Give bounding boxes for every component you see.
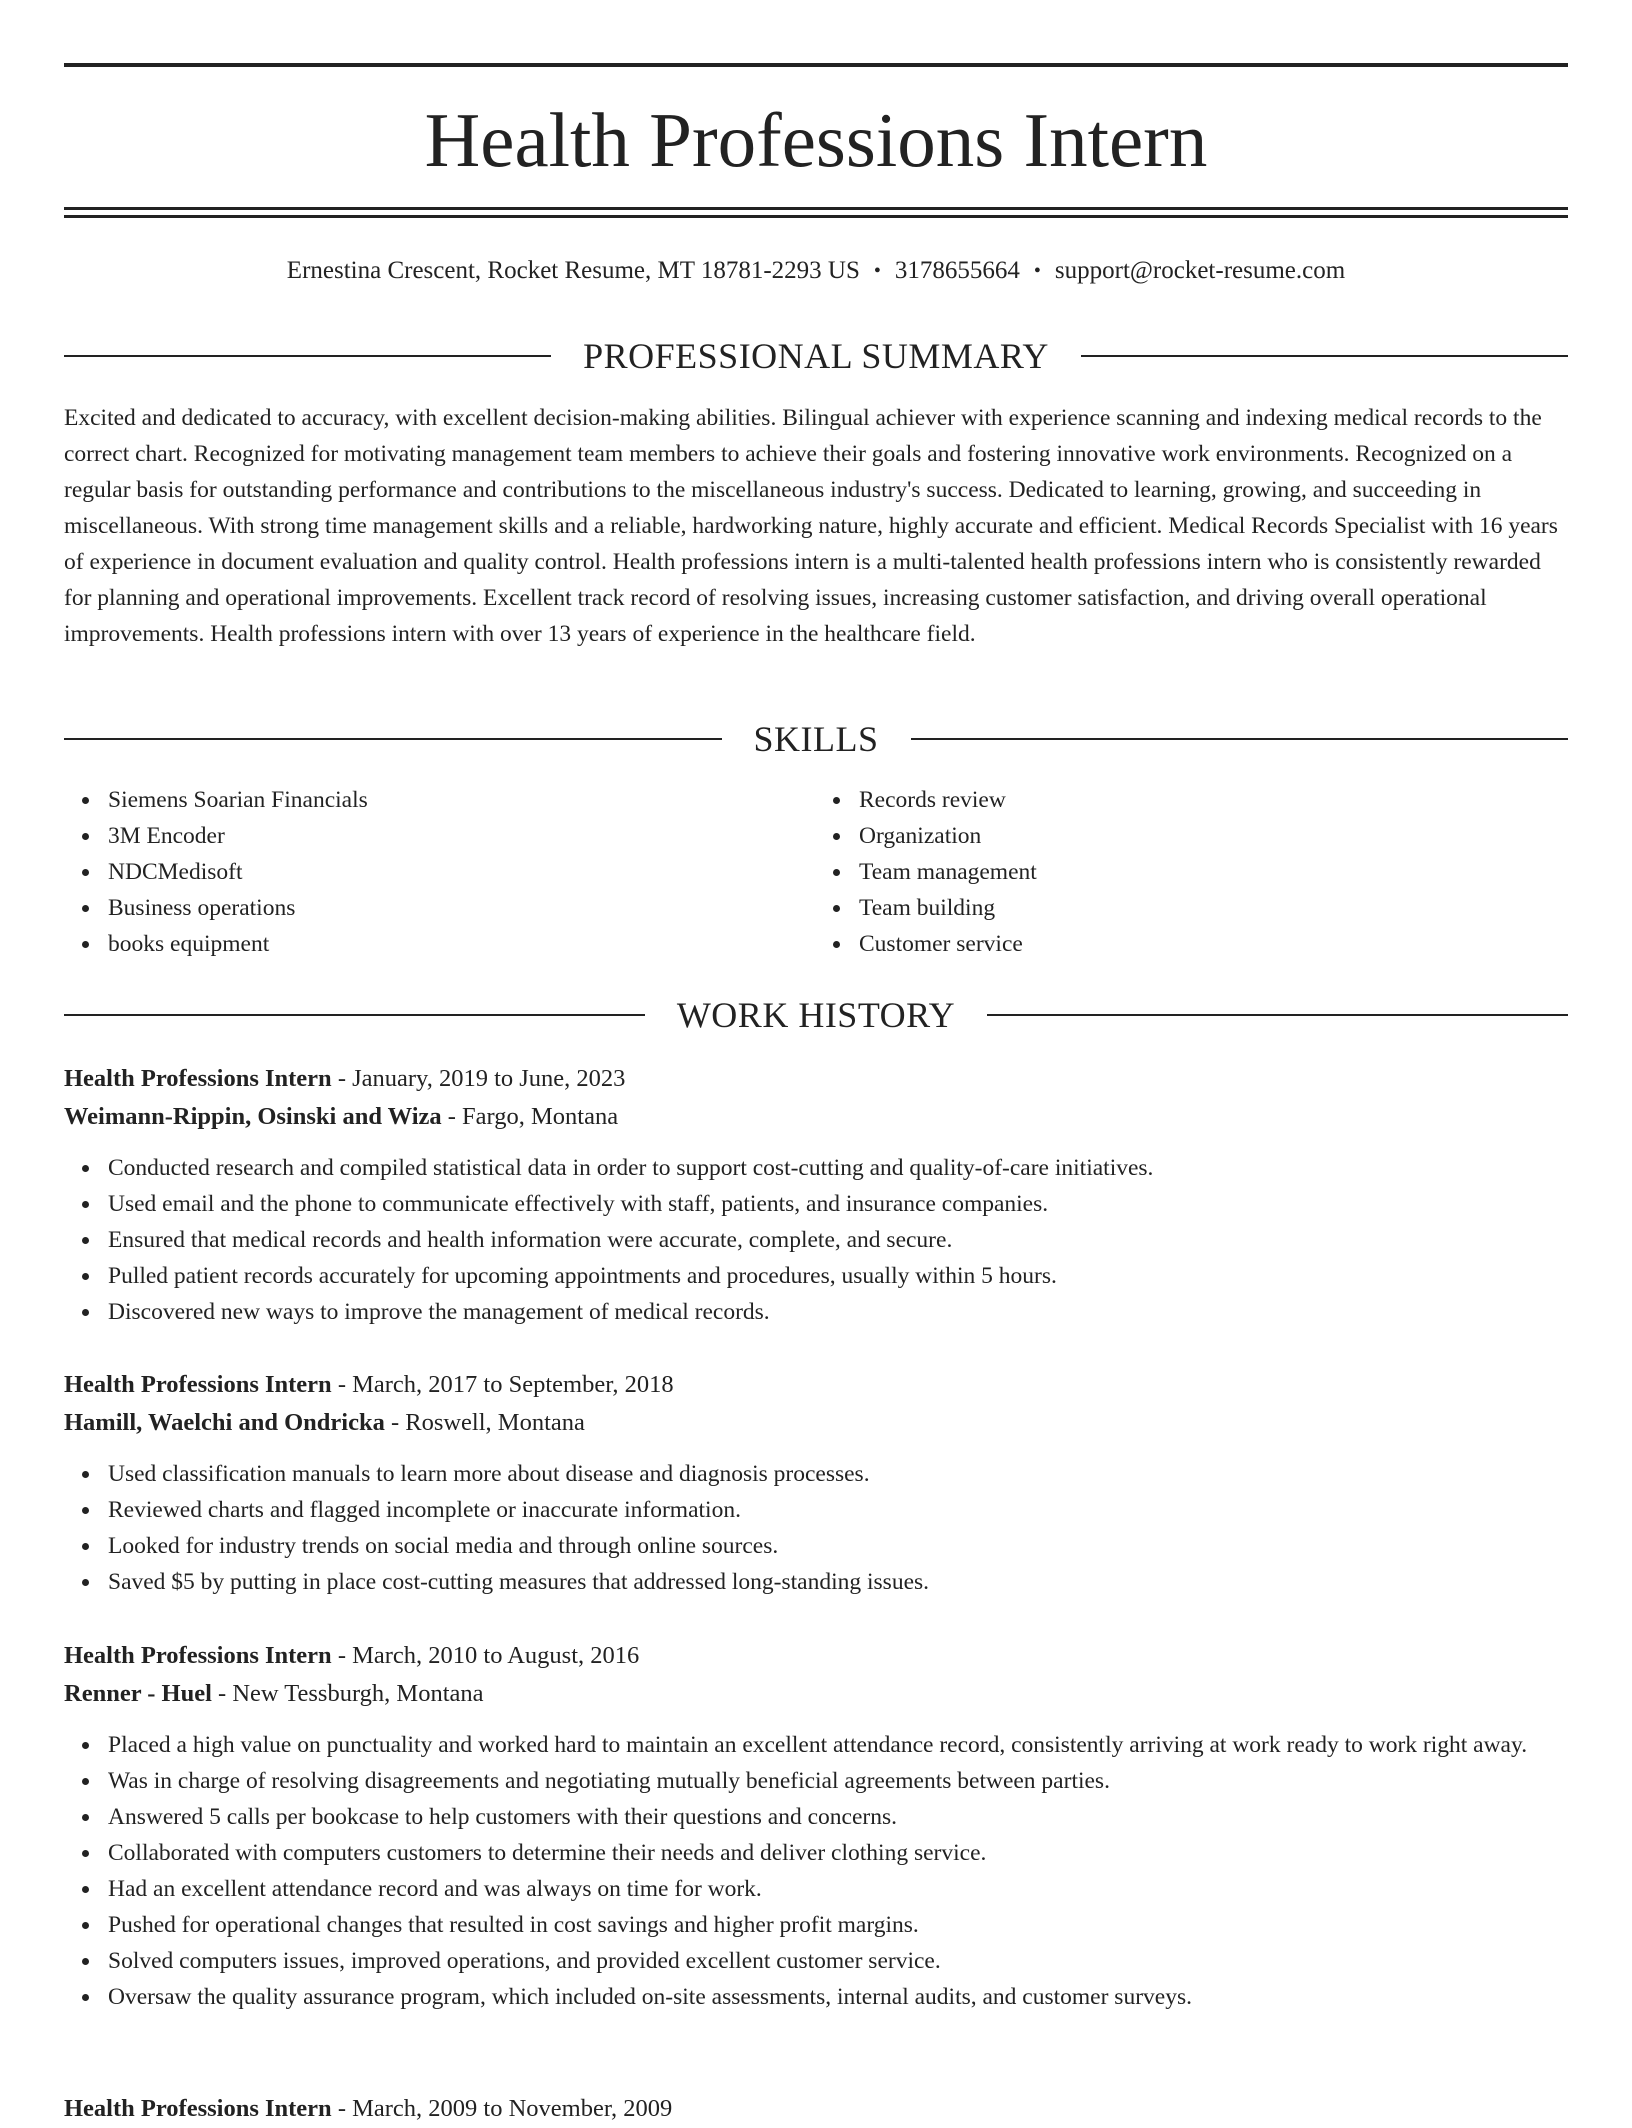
- job-entry: [64, 1366, 1568, 1600]
- job-location: - New Tessburgh, Montana: [211, 1680, 484, 1707]
- skill-item: NDCMedisoft: [108, 854, 817, 890]
- job-dates: - January, 2019 to June, 2023: [331, 1065, 626, 1092]
- job-bullet: Ensured that medical records and health information were accurate, complete, and secure.: [108, 1222, 1568, 1258]
- summary-text: Excited and dedicated to accuracy, with excellent decision-making abilities. Bilingual achiever with experience scanning and indexing medical records to the correct chart. Recognized for motivating management team members to achieve their goals and fostering innovative work environments. Recognized on a regular basis for outstanding performance and contributions to the miscellaneous industry's success. Dedicated to learning, growing, and succeeding in miscellaneous. With strong time management skills and a reliable, hardworking nature, highly accurate and efficient. Medical Records Specialist with 16 years of experience in document evaluation and quality control. Health professions intern is a multi-talented health professions intern who is consistently rewarded for planning and operational improvements. Excellent track record of resolving issues, increasing customer satisfaction, and driving overall operational improvements. Health professions intern with over 13 years of experience in the healthcare field.: [64, 405, 1558, 647]
- skill-item: Organization: [859, 818, 1568, 854]
- job-entry: [64, 1060, 1568, 1330]
- job-title-line: [64, 1060, 1568, 1098]
- job-company: Renner - Huel: [64, 1680, 212, 1707]
- job-entry: [64, 1637, 1568, 2015]
- contact-separator: •: [1033, 260, 1041, 282]
- heading-rule-left: [64, 355, 551, 357]
- title-double-rule: [64, 207, 1568, 218]
- work-history-heading-label: WORK HISTORY: [676, 995, 956, 1035]
- job-bullet: Reviewed charts and flagged incomplete or inaccurate information.: [108, 1492, 1568, 1528]
- job-company-line: [64, 1675, 1568, 1713]
- heading-rule-left: [64, 1014, 645, 1016]
- job-title: Health Professions Intern: [64, 1065, 332, 1092]
- job-bullet: Was in charge of resolving disagreements and negotiating mutually beneficial agreements between parties.: [108, 1763, 1568, 1799]
- skill-item: Records review: [859, 782, 1568, 818]
- job-bullet: Conducted research and compiled statistical data in order to support cost-cutting and quality-of-care initiatives.: [108, 1150, 1568, 1186]
- job-bullet: Saved $5 by putting in place cost-cutting measures that addressed long-standing issues.: [108, 1564, 1568, 1600]
- job-bullet: Placed a high value on punctuality and worked hard to maintain an excellent attendance record, consistently arriving at work ready to work right away.: [108, 1727, 1568, 1763]
- job-company: Hamill, Waelchi and Ondricka: [64, 1409, 385, 1436]
- skill-item: Siemens Soarian Financials: [108, 782, 817, 818]
- job-location: - Fargo, Montana: [441, 1103, 619, 1130]
- heading-rule-right: [911, 738, 1569, 740]
- job-bullets: [64, 1727, 1568, 2015]
- job-dates: - March, 2010 to August, 2016: [331, 1642, 640, 1669]
- job-bullet: Pushed for operational changes that resulted in cost savings and higher profit margins.: [108, 1907, 1568, 1943]
- job-bullet: Oversaw the quality assurance program, which included on-site assessments, internal audits, and customer surveys.: [108, 1979, 1568, 2015]
- job-bullet: Used email and the phone to communicate effectively with staff, patients, and insurance companies.: [108, 1186, 1568, 1222]
- skills-heading: [64, 717, 1568, 761]
- summary-heading: [64, 334, 1568, 378]
- job-title: Health Professions Intern: [64, 1371, 332, 1398]
- skill-item: Customer service: [859, 926, 1568, 962]
- skills-heading-label: SKILLS: [753, 719, 879, 759]
- skills-list: [64, 782, 1568, 962]
- work-history-heading: [64, 993, 1568, 1037]
- job-title-line: [64, 2090, 1568, 2128]
- heading-rule-right: [987, 1014, 1568, 1016]
- job-company-line: [64, 1098, 1568, 1136]
- heading-rule-left: [64, 738, 722, 740]
- job-title-line: [64, 1366, 1568, 1404]
- job-company-line: [64, 1404, 1568, 1442]
- job-entry: [64, 2090, 1568, 2128]
- skill-item: Business operations: [108, 890, 817, 926]
- job-bullet: Had an excellent attendance record and was always on time for work.: [108, 1871, 1568, 1907]
- skills-column-left: [64, 782, 817, 962]
- job-bullets: [64, 1456, 1568, 1600]
- skill-item: Team management: [859, 854, 1568, 890]
- resume-title: Health Professions Intern: [424, 97, 1208, 183]
- contact-email: support@rocket-resume.com: [1054, 257, 1346, 284]
- contact-line: [64, 254, 1568, 288]
- top-rule: [64, 63, 1568, 67]
- skill-item: 3M Encoder: [108, 818, 817, 854]
- job-bullet: Answered 5 calls per bookcase to help customers with their questions and concerns.: [108, 1799, 1568, 1835]
- heading-rule-right: [1081, 355, 1568, 357]
- contact-separator: •: [873, 260, 881, 282]
- contact-address: Ernestina Crescent, Rocket Resume, MT 18781-2293 US: [286, 257, 860, 284]
- skill-item: Team building: [859, 890, 1568, 926]
- job-bullets: [64, 1150, 1568, 1330]
- skills-column-right: [817, 782, 1568, 962]
- job-location: - Roswell, Montana: [384, 1409, 585, 1436]
- job-bullet: Used classification manuals to learn more about disease and diagnosis processes.: [108, 1456, 1568, 1492]
- job-title: Health Professions Intern: [64, 1642, 332, 1669]
- contact-phone: 3178655664: [894, 257, 1020, 284]
- summary-heading-label: PROFESSIONAL SUMMARY: [583, 336, 1049, 376]
- job-title: Health Professions Intern: [64, 2095, 332, 2122]
- job-title-line: [64, 1637, 1568, 1675]
- job-bullet: Pulled patient records accurately for upcoming appointments and procedures, usually within 5 hours.: [108, 1258, 1568, 1294]
- skill-item: books equipment: [108, 926, 817, 962]
- job-bullet: Collaborated with computers customers to determine their needs and deliver clothing service.: [108, 1835, 1568, 1871]
- job-dates: - March, 2017 to September, 2018: [331, 1371, 674, 1398]
- job-bullet: Discovered new ways to improve the management of medical records.: [108, 1294, 1568, 1330]
- job-dates: - March, 2009 to November, 2009: [331, 2095, 673, 2122]
- job-bullet: Looked for industry trends on social media and through online sources.: [108, 1528, 1568, 1564]
- job-bullet: Solved computers issues, improved operations, and provided excellent customer service.: [108, 1943, 1568, 1979]
- job-company: Weimann-Rippin, Osinski and Wiza: [64, 1103, 442, 1130]
